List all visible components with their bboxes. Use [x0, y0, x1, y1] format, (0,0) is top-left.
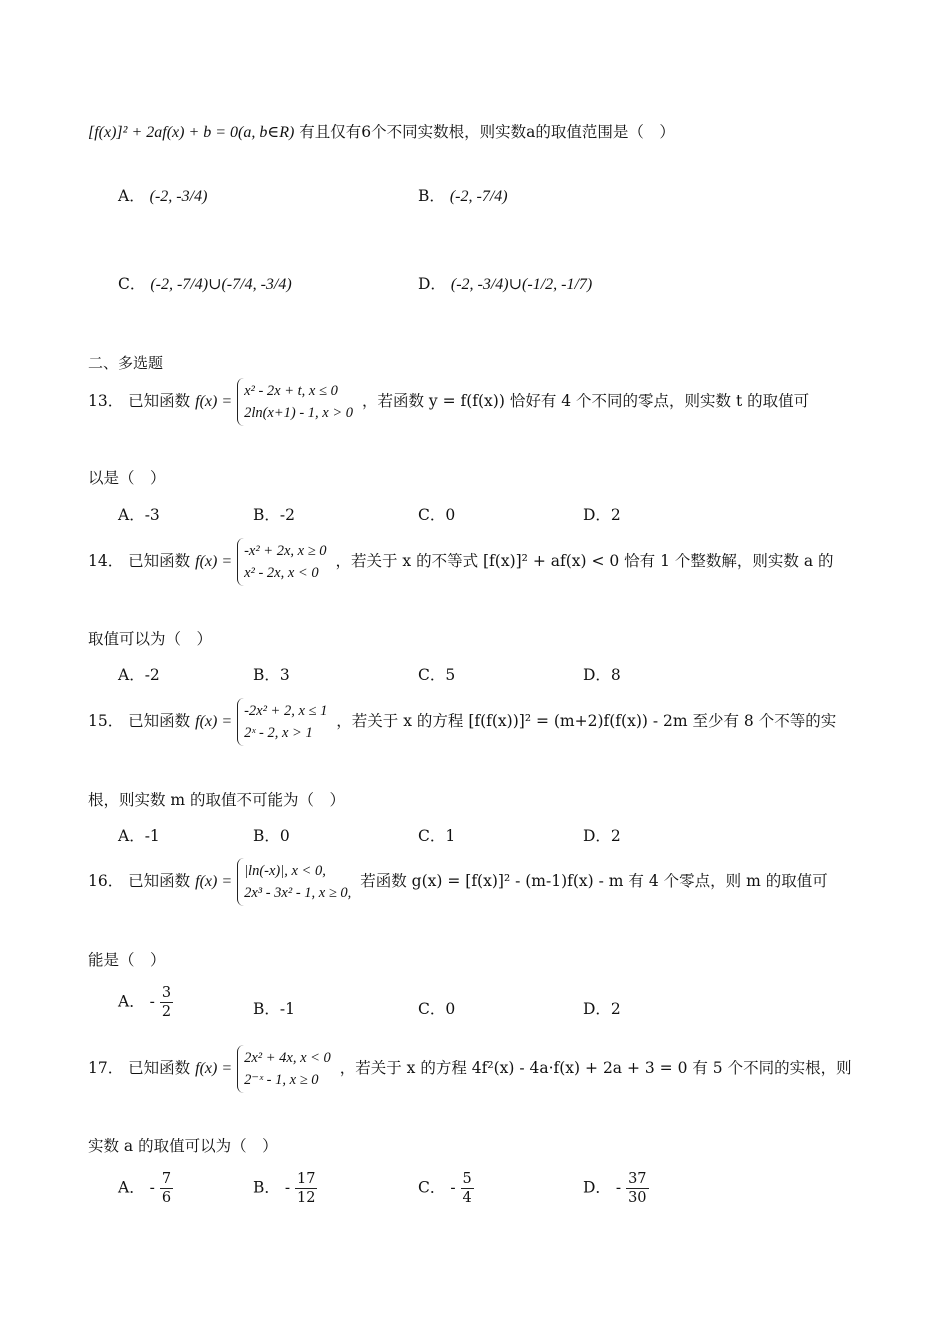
q16-func: f(x) = [195, 873, 233, 890]
q13-option-a: A．-3 [118, 506, 160, 524]
q15-stem-2: 根，则实数 m 的取值不可能为（ ） [88, 791, 346, 809]
q14-stem-2: 取值可以为（ ） [88, 630, 213, 648]
q13-lead: 已知函数 [128, 392, 191, 410]
q15-func: f(x) = [195, 713, 233, 730]
q16-option-a: A． - $\frac{3}{2}$ [118, 985, 172, 1020]
q12-option-c-label: C． [118, 275, 146, 293]
q17-piece-2: 2⁻ˣ - 1, x ≥ 0 [244, 1072, 319, 1088]
q12-formula: [f(x)]² + 2af(x) + b = 0(a, b∈R) [88, 124, 295, 141]
q14-func: f(x) = [195, 553, 233, 570]
q14-piece-1: -x² + 2x, x ≥ 0 [244, 543, 327, 559]
q16-option-a-denominator: 2 [161, 1004, 172, 1020]
q12-option-d [418, 272, 592, 294]
q16-stem [88, 858, 828, 906]
q16-option-a-fraction [160, 984, 173, 1021]
q17-option-b: B． - $\frac{17}{12}$ [253, 1171, 316, 1206]
q14-stem [88, 538, 833, 586]
q17-stem-2: 实数 a 的取值可以为（ ） [88, 1137, 278, 1155]
q17-piece-1: 2x² + 4x, x < 0 [244, 1050, 331, 1066]
q17-option-a-label: A． [118, 1178, 145, 1197]
q12-option-b [418, 184, 508, 206]
q14-option-b: B．3 [253, 666, 290, 684]
q13-tail: ，若函数 y = f(f(x)) 恰好有 4 个不同的零点，则实数 t 的取值可 [361, 392, 810, 410]
q13-piece-2: 2ln(x+1) - 1, x > 0 [244, 405, 354, 421]
q15-tail: ，若关于 x 的方程 [f(f(x))]² = (m+2)f(f(x)) - 2m 至少有 8 个不等的实 [336, 712, 837, 730]
q13-option-b: B．-2 [253, 506, 295, 524]
q16-option-c: C．0 [418, 1000, 456, 1018]
q17-option-a-numerator: 7 [161, 1171, 172, 1187]
q17-number: 17． [88, 1059, 124, 1077]
q12-option-a-value: (-2, -3/4) [149, 188, 208, 205]
q16-number: 16． [88, 872, 124, 890]
q15-option-d: D．2 [583, 827, 621, 845]
q14-piecewise [237, 538, 330, 586]
q17-option-b-denominator: 12 [297, 1190, 316, 1206]
q12-option-a [118, 184, 207, 206]
q13-piece-1: x² - 2x + t, x ≤ 0 [244, 383, 338, 399]
q12-stem-text: 有且仅有6个不同实数根，则实数a的取值范围是（ ） [299, 123, 675, 141]
q14-option-c: C．5 [418, 666, 456, 684]
q15-piecewise [237, 698, 331, 746]
q16-piece-1: |ln(-x)|, x < 0, [244, 863, 326, 879]
q16-stem-2: 能是（ ） [88, 951, 166, 969]
q16-piece-2: 2x³ - 3x² - 1, x ≥ 0, [244, 885, 352, 901]
q17-stem [88, 1045, 852, 1093]
q15-option-c: C．1 [418, 827, 456, 845]
q15-lead: 已知函数 [128, 712, 191, 730]
q13-func: f(x) = [195, 393, 233, 410]
q17-option-b-fraction [295, 1170, 317, 1207]
q17-option-d-numerator: 37 [628, 1171, 647, 1187]
q14-piece-2: x² - 2x, x < 0 [244, 565, 319, 581]
q12-stem [88, 120, 675, 142]
q14-option-a: A．-2 [118, 666, 160, 684]
q15-piece-2: 2ˣ - 2, x > 1 [244, 725, 313, 741]
q13-piecewise [237, 378, 357, 426]
q12-option-d-value: (-2, -3/4)∪(-1/2, -1/7) [450, 276, 593, 293]
q17-option-b-numerator: 17 [297, 1171, 316, 1187]
q14-option-d: D．8 [583, 666, 621, 684]
q17-lead: 已知函数 [128, 1059, 191, 1077]
q17-option-c-label: C． [418, 1178, 446, 1197]
q14-number: 14． [88, 552, 124, 570]
q16-option-b: B．-1 [253, 1000, 295, 1018]
q13-option-c: C．0 [418, 506, 456, 524]
q15-option-a: A．-1 [118, 827, 160, 845]
section-title: 二、多选题 [88, 354, 164, 372]
q15-number: 15． [88, 712, 124, 730]
q17-option-c: C． - $\frac{5}{4}$ [418, 1171, 472, 1206]
q17-func: f(x) = [195, 1060, 233, 1077]
q12-option-b-value: (-2, -7/4) [449, 188, 508, 205]
q12-option-c-value: (-2, -7/4)∪(-7/4, -3/4) [150, 276, 292, 293]
q13-stem [88, 378, 809, 426]
q17-piecewise [237, 1045, 335, 1093]
q17-option-d-label: D． [583, 1178, 611, 1197]
q16-lead: 已知函数 [128, 872, 191, 890]
q16-option-d: D．2 [583, 1000, 621, 1018]
q17-option-c-fraction [461, 1170, 474, 1207]
q14-lead: 已知函数 [128, 552, 191, 570]
q13-stem-2: 以是（ ） [88, 469, 166, 487]
q15-piece-1: -2x² + 2, x ≤ 1 [244, 703, 328, 719]
q12-option-d-label: D． [418, 275, 446, 293]
q16-option-a-label: A． [118, 992, 145, 1011]
q17-option-d-denominator: 30 [628, 1190, 647, 1206]
q16-tail: 若函数 g(x) = [f(x)]² - (m-1)f(x) - m 有 4 个零点，则 m 的取值可 [360, 872, 828, 890]
q15-stem [88, 698, 836, 746]
q12-option-b-label: B． [418, 187, 445, 205]
q14-tail: ，若关于 x 的不等式 [f(x)]² + af(x) < 0 恰有 1 个整数解，则实数 a 的 [335, 552, 834, 570]
q12-option-a-label: A． [118, 187, 145, 205]
q17-option-c-denominator: 4 [462, 1190, 472, 1206]
q15-option-b: B．0 [253, 827, 290, 845]
q13-option-d: D．2 [583, 506, 621, 524]
q17-option-c-numerator: 5 [462, 1171, 472, 1187]
q17-option-d: D． - $\frac{37}{30}$ [583, 1171, 647, 1206]
q17-option-a-fraction [160, 1170, 173, 1207]
q12-option-c [118, 272, 292, 294]
q17-option-a-denominator: 6 [161, 1190, 172, 1206]
q17-option-a: A． - $\frac{7}{6}$ [118, 1171, 172, 1206]
q17-tail: ，若关于 x 的方程 4f²(x) - 4a·f(x) + 2a + 3 = 0 有 5 个不同的实根，则 [339, 1059, 852, 1077]
q16-piecewise [237, 858, 355, 906]
q17-option-b-label: B． [253, 1178, 280, 1197]
q16-option-a-numerator: 3 [161, 985, 172, 1001]
q17-option-d-fraction [626, 1170, 648, 1207]
q13-number: 13． [88, 392, 124, 410]
